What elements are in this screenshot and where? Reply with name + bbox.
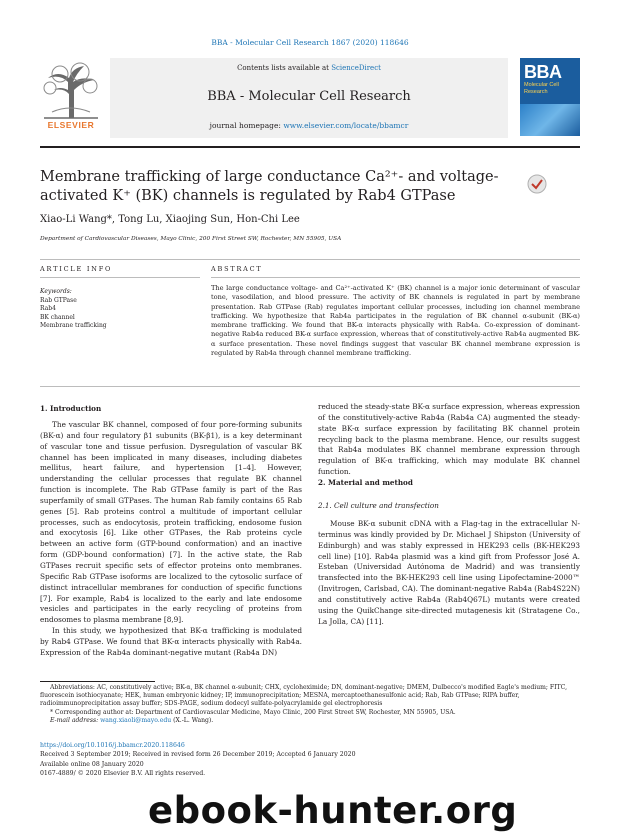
email-footnote [40, 717, 580, 725]
right-column [318, 402, 580, 478]
sciencedirect-link[interactable]: ScienceDirect [331, 64, 381, 72]
cover-artwork [520, 104, 580, 136]
journal-cover-thumbnail[interactable] [520, 58, 580, 136]
keywords-label: Keywords: [40, 288, 72, 295]
paragraph: In this study, we hypothesized that BK-α trafficking is modulated by Rab4 GTPase. We found that BK-α interacts physically with Rab4a. Expression of the Rab4a dominant-negative mutant (Rab4a DN) [40, 626, 302, 657]
abstract-heading: ABSTRACT [211, 265, 263, 273]
methods-subheading: 2.1. Cell culture and transfection [318, 501, 439, 510]
journal-title: BBA - Molecular Cell Research [207, 89, 411, 104]
cover-subtitle: Molecular Cell Research [524, 82, 559, 95]
footnotes [40, 684, 580, 725]
keyword: Membrane trafficking [40, 322, 107, 330]
masthead [40, 58, 580, 144]
email-link[interactable]: wang.xiaoli@mayo.edu [100, 716, 172, 724]
email-suffix: (X.-L. Wang). [171, 716, 214, 724]
received-dates: Received 3 September 2019; Received in revised form 26 December 2019; Accepted 6 January 2020 [40, 751, 356, 759]
check-for-updates-badge[interactable] [520, 172, 554, 206]
contents-line [110, 64, 508, 72]
keyword: Rab GTPase [40, 297, 77, 304]
authors: Xiao-Li Wang*, Tong Lu, Xiaojing Sun, Hon-Chi Lee [40, 214, 300, 225]
divider-body [40, 386, 580, 387]
masthead-rule [40, 146, 580, 148]
methods-heading: 2. Material and method [318, 478, 413, 487]
keyword: BK channel [40, 313, 75, 321]
corresponding-footnote: * Corresponding author at: Department of Cardiovascular Medicine, Mayo Clinic, 200 First Street SW, Rochester, MN 55905, USA. [50, 708, 456, 716]
paragraph: reduced the steady-state BK-α surface expression, whereas expression of the constitutively-active Rab4a (Rab4a CA) augmented the steady-state BK-α surface expression by facilitating BK channel protein recycling back to the plasma membrane. Hence, our results suggest that Rab4a modulates BK channel membrane expression through regulation of BK-α trafficking, which may modulate BK channel function. [318, 402, 580, 477]
keywords-list [40, 297, 107, 331]
article-info-heading: ARTICLE INFO [40, 265, 113, 273]
divider-abstract [211, 277, 580, 278]
journal-banner [110, 58, 508, 138]
available-online: Available online 08 January 2020 [40, 760, 144, 768]
paragraph: The vascular BK channel, composed of four pore-forming subunits (BK-α) and four regulatory β1 subunits (BK-β1), is a key determinant of vascular tone and tissue perfusion. Dysregulation of vascular BK channel has been implicated in many diseases, including diabetes mellitus, heart failure, and hypertension [1–4]. However, understanding the cellular processes that regulate BK channel function is incomplete. The Rab GTPase family is part of the Ras superfamily of small GTPases. The human Rab family contains 65 Rab genes [5]. Rab proteins control a multitude of important cellular processes, such as endocytosis, protein trafficking, endosome fusion and exocytosis [6]. Like other GTPases, the Rab proteins cycle between an active form (GTP-bound conformation) and an inactive form (GDP-bound conformation) [7]. In the active state, the Rab GTPases recruit specific sets of effector proteins onto membranes. Specific Rab GTPase isoforms are localized to the cytosolic surface of distinct intracellular membranes for conduction of specific functions [7]. For example, Rab4 is localized to the early and late endosome vesicles and participates in the early recycling of proteins from endosomes to plasma membrane [8,9]. [40, 420, 302, 625]
footnote-rule [40, 681, 155, 682]
divider-top [40, 259, 580, 260]
divider-info [40, 277, 200, 278]
watermark: ebook-hunter.org [148, 789, 518, 832]
methods-column [318, 519, 580, 627]
intro-heading: 1. Introduction [40, 404, 102, 413]
affiliation: Department of Cardiovascular Diseases, Mayo Clinic, 200 First Street SW, Rochester, MN 55905, USA [40, 236, 342, 242]
abbreviations-footnote: Abbreviations: AC, constitutively active; BK-α, BK channel α-subunit; CHX, cycloheximide; DN, dominant-negative; DMEM, Dulbecco's modified Eagle's medium; FITC, fluorescein isothiocyanate; HEK, human embryonic kidney; IP, immunoprecipitation; MESNA, mercaptoethanesulfonic acid; Rab, Rab GTPase; RIPA buffer, radioimmunoprecipitation assay buffer; SDS-PAGE, sodium dodecyl sulfate-polyacrylamide gel electrophoresis [40, 684, 568, 708]
copyright: 0167-4889/ © 2020 Elsevier B.V. All rights reserved. [40, 769, 206, 777]
email-label: E-mail address: [50, 716, 101, 724]
publisher-logo-text: ELSEVIER [47, 120, 95, 130]
keyword: Rab4 [40, 305, 56, 313]
contents-prefix: Contents lists available at [237, 64, 332, 72]
cover-title: BBA [524, 62, 562, 82]
abstract-text: The large conductance voltage- and Ca²⁺-activated K⁺ (BK) channel is a major ionic determinant of vascular tone, vasodilation, and blood pressure. The activity of BK channels is regulated in part by membrane presentation. Rab GTPase (Rab) regulates important cellular processes, including ion channel membrane trafficking. We hypothesize that Rab4a participates in the regulation of BK channel α-subunit (BK-α) membrane trafficking. We found that BK-α interacts physically with Rab4a. Co-expression of dominant-negative Rab4a reduced BK-α surface expression, whereas that of constitutively-active Rab4a augmented BK-α surface presentation. These novel findings suggest that vascular BK channel membrane expression is regulated by Rab4a through channel membrane trafficking. [211, 284, 580, 358]
paragraph: Mouse BK-α subunit cDNA with a Flag-tag in the extracellular N-terminus was kindly provided by Dr. Michael J Shipston (University of Edinburgh) and was stably expressed in HEK293 cells (BK-HEK293 cell line) [10]. Rab4a plasmid was a kind gift from Professor José A. Esteban (Universidad Autónoma de Madrid) and was transiently transfected into the BK-HEK293 cell line using Lipofectamine-2000™ (Invitrogen, Carlsbad, CA). The dominant-negative Rab4a (Rab4S22N) and constitutively active Rab4a (Rab4Q67L) mutants were created using the QuikChange site-directed mutagenesis kit (Stratagene Co., La Jolla, CA) [11]. [318, 519, 580, 626]
check-updates-icon [520, 172, 554, 206]
homepage-line [110, 121, 508, 130]
journal-homepage-link[interactable]: www.elsevier.com/locate/bbamcr [283, 121, 409, 130]
journal-reference[interactable]: BBA - Molecular Cell Research 1867 (2020) 118646 [211, 38, 409, 47]
homepage-prefix: journal homepage: [209, 121, 284, 130]
article-title: Membrane trafficking of large conductance Ca²⁺- and voltage-activated K⁺ (BK) channels is regulated by Rab4 GTPase [40, 169, 499, 204]
publication-info [40, 741, 356, 778]
left-column [40, 420, 302, 659]
doi-link[interactable]: https://doi.org/10.1016/j.bbamcr.2020.118646 [40, 742, 185, 749]
